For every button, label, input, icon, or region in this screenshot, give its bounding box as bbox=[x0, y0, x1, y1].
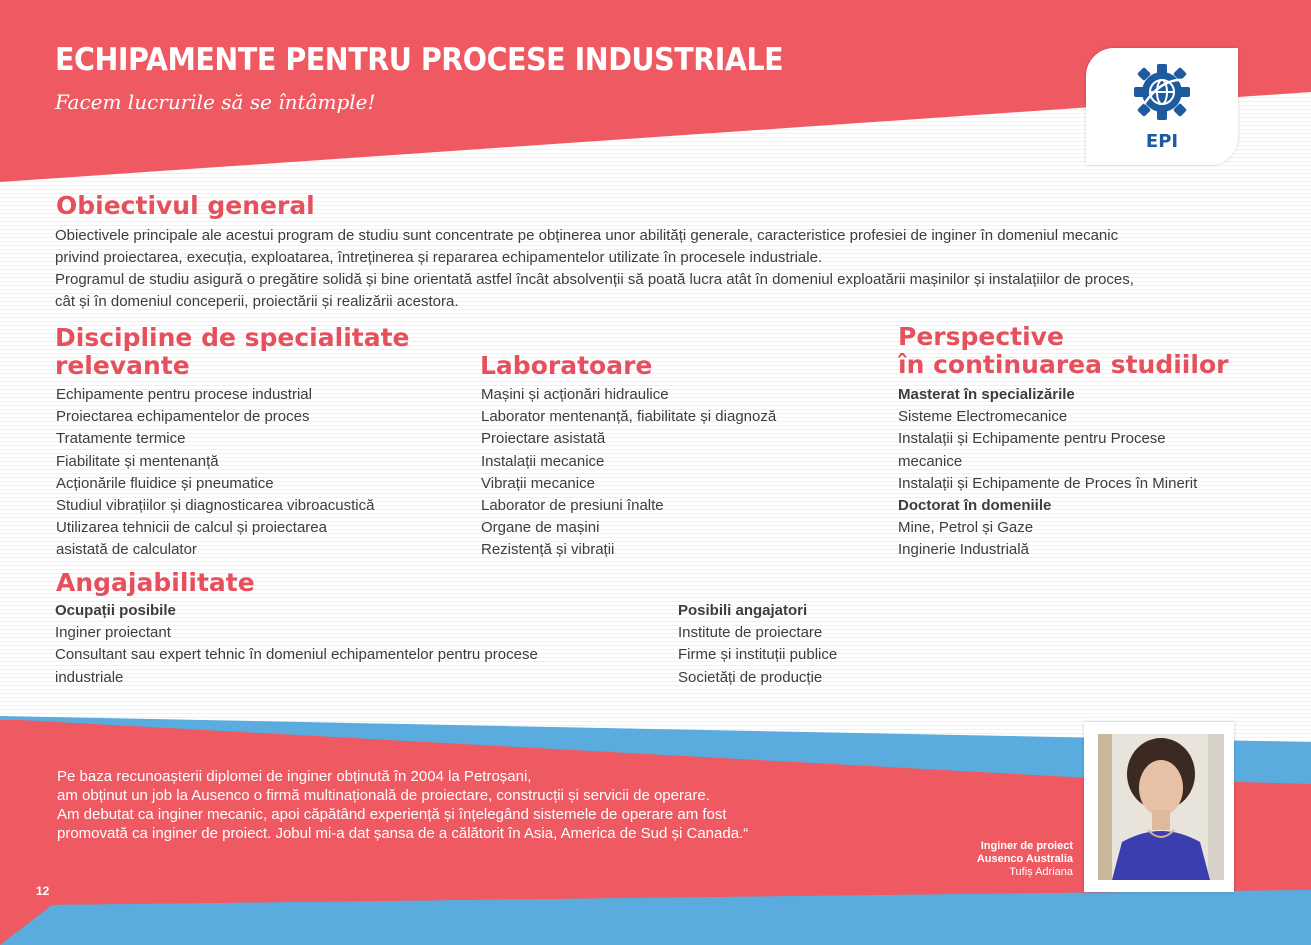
objective-line: privind proiectarea, execuția, exploatarea, întreținerea și repararea echipamentelor utilizate în procesele industriale. bbox=[55, 249, 823, 266]
list-item: Consultant sau expert tehnic în domeniul echipamentelor pentru procese bbox=[55, 646, 538, 664]
occupations-list bbox=[55, 600, 538, 689]
objective-line: cât și în domeniul conceperii, proiectării și realizării acestora. bbox=[55, 293, 459, 310]
list-item: Laborator de presiuni înalte bbox=[481, 497, 664, 515]
list-item: Acționările fluidice și pneumatice bbox=[56, 474, 274, 492]
list-item: Institute de proiectare bbox=[678, 624, 823, 642]
disciplines-heading-line: relevante bbox=[55, 351, 190, 380]
list-item: Instalații și Echipamente pentru Procese bbox=[898, 430, 1166, 448]
list-item: Firme și instituții publice bbox=[678, 646, 838, 664]
list-item: Mine, Petrol și Gaze bbox=[898, 519, 1034, 537]
portrait-photo bbox=[1084, 722, 1234, 892]
list-item: Inginer proiectant bbox=[55, 624, 171, 642]
caption-company: Ausenco Australia bbox=[976, 853, 1073, 865]
perspectives-list bbox=[898, 384, 1197, 562]
caption-role: Inginer de proiect bbox=[980, 840, 1073, 852]
objective-text bbox=[55, 225, 1285, 313]
quote-line: Am debutat ca inginer mecanic, apoi căpătând experiență și înțelegând sistemele de operare am fost bbox=[57, 806, 727, 823]
logo bbox=[1086, 48, 1238, 165]
list-item: Proiectare asistată bbox=[481, 430, 606, 448]
list-item: Utilizarea tehnicii de calcul și proiectarea bbox=[56, 519, 327, 537]
disciplines-heading bbox=[55, 324, 410, 380]
list-item: Instalații și Echipamente de Proces în Minerit bbox=[898, 474, 1198, 492]
list-item: Inginerie Industrială bbox=[898, 541, 1029, 559]
masters-title: Masterat în specializările bbox=[898, 386, 1075, 403]
list-item: Instalații mecanice bbox=[481, 452, 605, 470]
list-item: mecanice bbox=[898, 452, 963, 470]
occupations-title: Ocupații posibile bbox=[55, 602, 176, 619]
portrait-image bbox=[1098, 734, 1224, 880]
page-number: 12 bbox=[36, 884, 50, 898]
objective-heading: Obiectivul general bbox=[56, 191, 315, 220]
list-item: Mașini și acționări hidraulice bbox=[481, 386, 669, 403]
list-item: Rezistență și vibrații bbox=[481, 541, 615, 559]
employability-heading: Angajabilitate bbox=[56, 568, 255, 597]
list-item: asistată de calculator bbox=[56, 541, 197, 559]
phd-title: Doctorat în domeniile bbox=[898, 497, 1052, 515]
list-item: Proiectarea echipamentelor de proces bbox=[56, 408, 310, 426]
perspectives-heading-line: Perspective bbox=[898, 322, 1064, 351]
employers-list bbox=[678, 600, 837, 689]
caption-name: Tufiș Adriana bbox=[1009, 866, 1073, 878]
list-item: Societăți de producție bbox=[678, 668, 823, 686]
list-item: industriale bbox=[55, 668, 124, 686]
quote-line: am obținut un job la Ausenco o firmă multinațională de proiectare, construcții și servicii de operare. bbox=[57, 787, 710, 804]
labs-heading: Laboratoare bbox=[480, 351, 653, 380]
testimonial-caption bbox=[977, 840, 1073, 879]
list-item: Organe de mașini bbox=[481, 519, 600, 537]
logo-text: EPI bbox=[1145, 131, 1179, 152]
employers-title: Posibili angajatori bbox=[678, 602, 808, 619]
tagline: Facem lucrurile să se întâmple! bbox=[55, 90, 376, 114]
disciplines-heading-line: Discipline de specialitate bbox=[55, 323, 410, 352]
objective-line: Obiectivele principale ale acestui program de studiu sunt concentrate pe obținerea unor abilități generale, caracteristice profesiei de inginer în domeniul mecanic bbox=[55, 227, 1119, 244]
list-item: Laborator mentenanță, fiabilitate și diagnoză bbox=[481, 408, 777, 426]
list-item: Studiul vibrațiilor și diagnosticarea vibroacustică bbox=[56, 497, 375, 515]
perspectives-heading-line: în continuarea studiilor bbox=[898, 350, 1229, 379]
page-title: ECHIPAMENTE PENTRU PROCESE INDUSTRIALE bbox=[55, 42, 784, 78]
quote-line: Pe baza recunoașterii diplomei de inginer obținută în 2004 la Petroșani, bbox=[57, 768, 532, 785]
list-item: Vibrații mecanice bbox=[481, 474, 595, 492]
list-item: Sisteme Electromecanice bbox=[898, 408, 1068, 426]
perspectives-heading bbox=[898, 323, 1228, 379]
disciplines-list bbox=[56, 384, 375, 562]
quote-line: promovată ca inginer de proiect. Jobul mi-a dat șansa de a călătorit în Asia, America de Sud și Canada.“ bbox=[57, 825, 749, 842]
list-item: Echipamente pentru procese industrial bbox=[56, 386, 312, 403]
list-item: Tratamente termice bbox=[56, 430, 186, 448]
gear-globe-icon bbox=[1130, 60, 1194, 128]
objective-line: Programul de studiu asigură o pregătire solidă și bine orientată astfel încât absolvenții să poată lucra atât în domeniul exploatării mașinilor și instalațiilor de proces, bbox=[55, 271, 1134, 288]
list-item: Fiabilitate și mentenanță bbox=[56, 452, 219, 470]
labs-list bbox=[481, 384, 776, 562]
testimonial-quote bbox=[57, 767, 837, 843]
